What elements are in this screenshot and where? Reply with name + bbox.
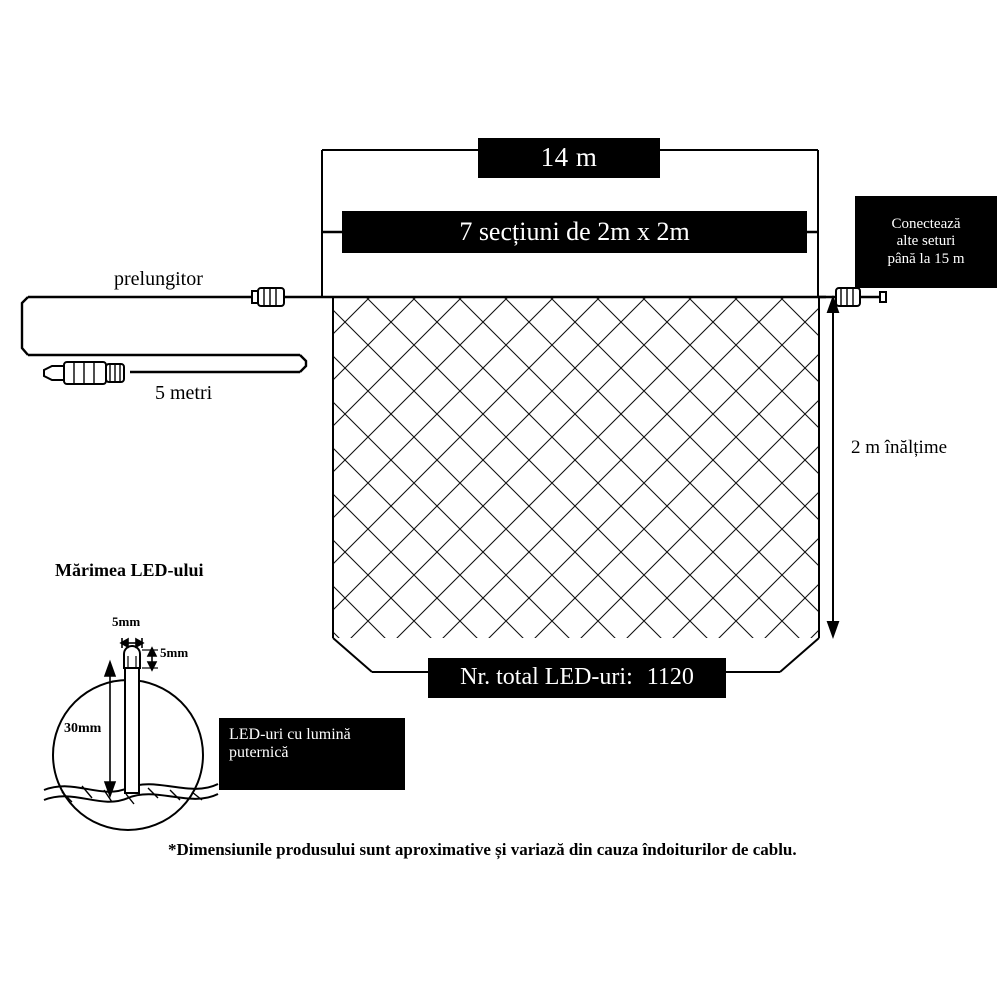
bright-leds-plate: [219, 718, 405, 790]
total-leds-plate: [428, 658, 726, 698]
power-plug: [44, 362, 124, 384]
footnote-text: *Dimensiunile produsului sunt aproximative și variază din cauza îndoiturilor de cablu.: [168, 840, 797, 859]
width-label-text: 14 m: [540, 142, 598, 173]
height-label: 2 m înălțime: [851, 437, 948, 458]
bright-leds-line1: LED-uri cu lumină: [229, 726, 351, 743]
connect-more-sets-plate: [855, 196, 997, 288]
sections-label-plate: [342, 211, 807, 253]
lead-length-label: 5 metri: [155, 382, 213, 404]
extension-cable-label: prelungitor: [114, 268, 203, 290]
height-dimension-arrow: [828, 298, 838, 636]
led-head-height-label: 5mm: [160, 645, 189, 660]
led-body-height-label: 30mm: [64, 721, 102, 736]
connect-label-line1: Conectează: [891, 216, 961, 233]
right-connector: [819, 288, 886, 306]
led-net-mesh: [332, 298, 820, 638]
sections-label-text: 7 secțiuni de 2m x 2m: [459, 217, 690, 247]
total-leds-label: Nr. total LED-uri:: [460, 664, 633, 691]
width-label-plate: [478, 138, 660, 178]
extension-cable: [22, 297, 306, 372]
led-width-label: 5mm: [112, 614, 141, 629]
left-connector: [252, 288, 310, 306]
connect-label-line3: până la 15 m: [887, 250, 965, 267]
led-size-section-title: Mărimea LED-ului: [55, 560, 204, 580]
total-leds-value: 1120: [646, 664, 694, 691]
connect-label-line2: alte seturi: [896, 233, 956, 250]
bright-leds-line2: puternică: [229, 744, 289, 762]
